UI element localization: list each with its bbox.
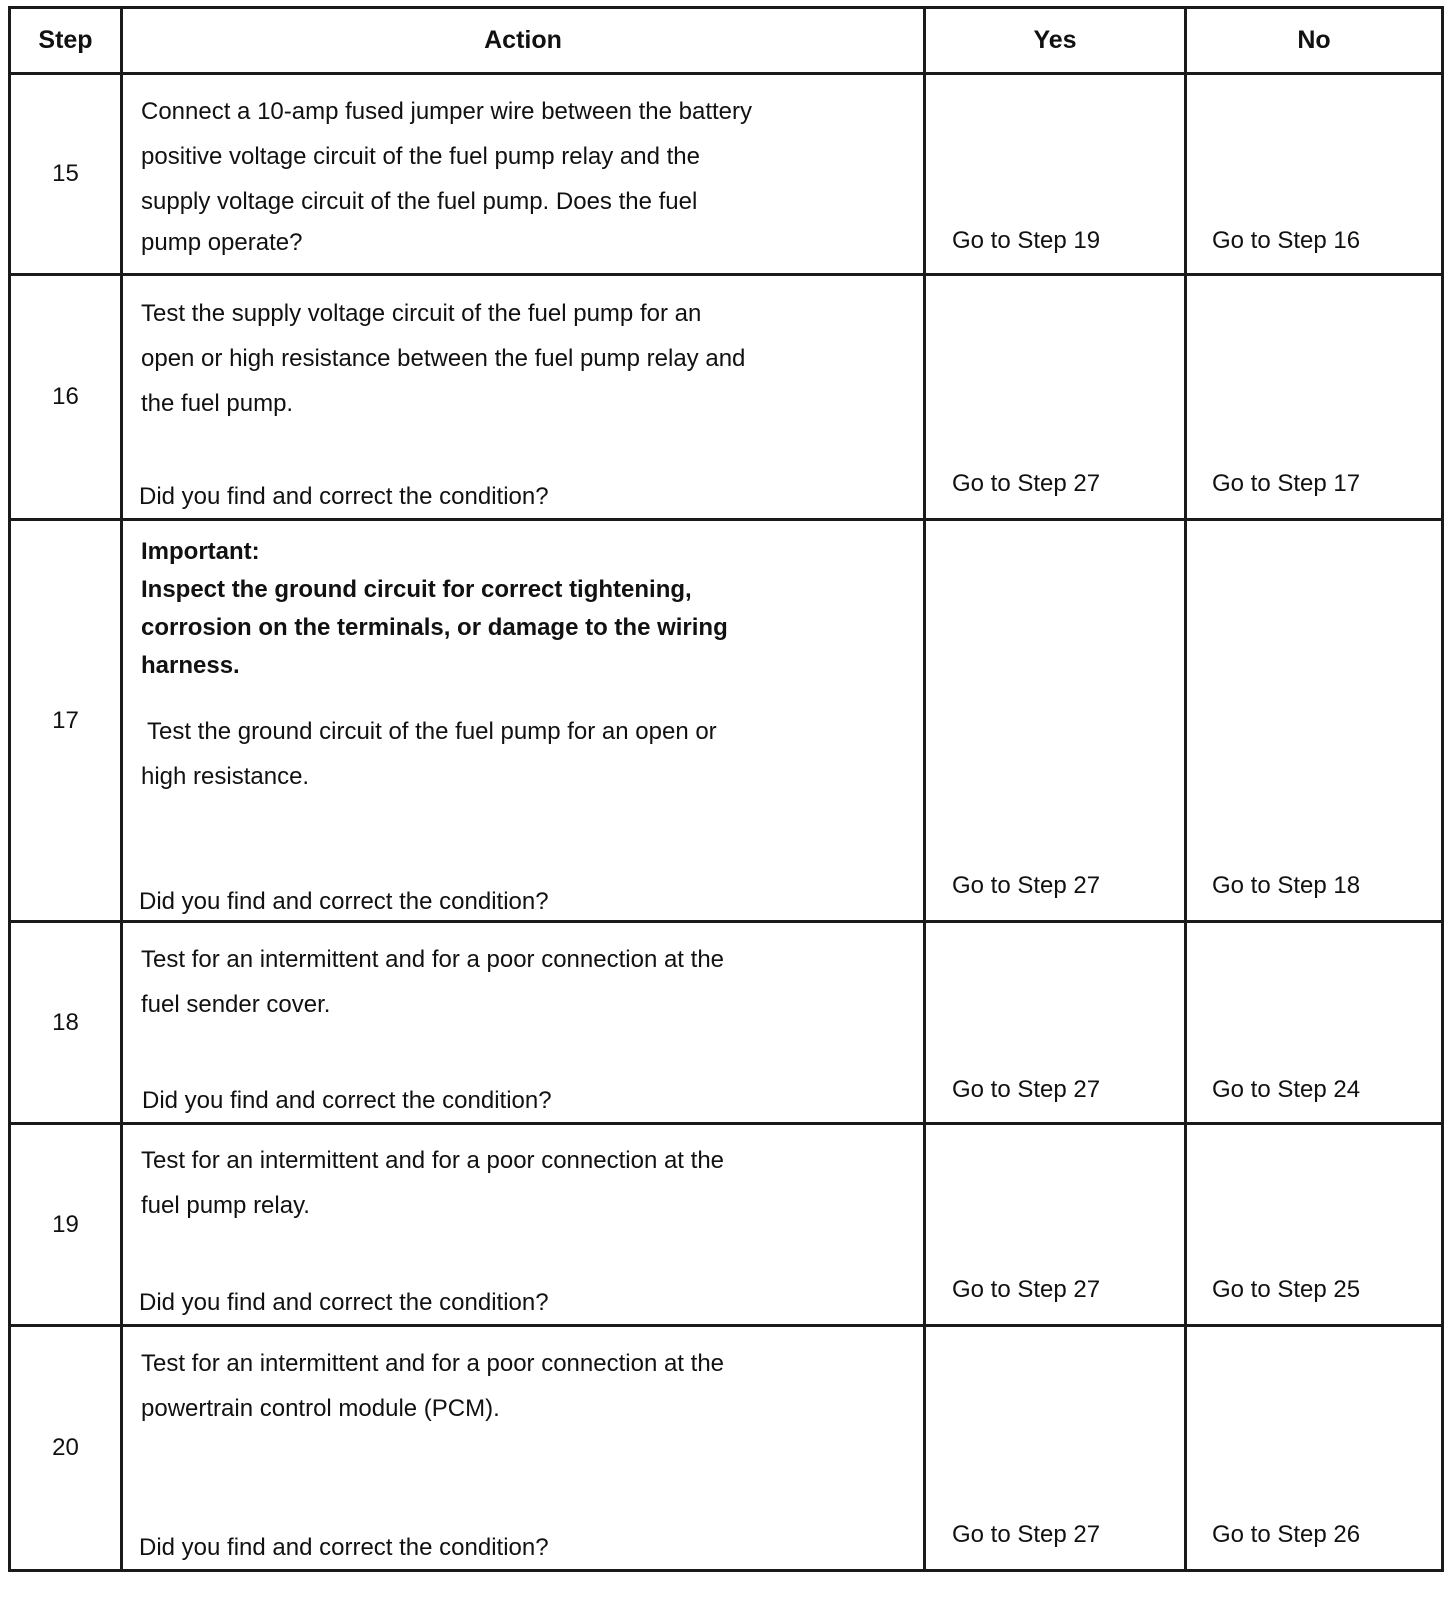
action-cell (122, 520, 925, 922)
header-yes: Yes (925, 8, 1186, 74)
table-row (10, 74, 1443, 275)
important-label: Important: (141, 538, 260, 565)
action-line: Test for an intermittent and for a poor connection at the (141, 946, 725, 973)
important-line: corrosion on the terminals, or damage to the wiring (141, 614, 728, 641)
table-row (10, 1124, 1443, 1326)
step-number: 19 (10, 1124, 122, 1326)
condition-question: Did you find and correct the condition? (139, 1289, 549, 1316)
yes-result: Go to Step 19 (925, 74, 1186, 275)
yes-result: Go to Step 27 (925, 922, 1186, 1124)
action-line: Test for an intermittent and for a poor connection at the (141, 1147, 725, 1174)
step-number: 17 (10, 520, 122, 922)
condition-question: Did you find and correct the condition? (142, 1087, 552, 1114)
action-line: fuel sender cover. (141, 991, 331, 1018)
action-cell (122, 275, 925, 520)
action-line: supply voltage circuit of the fuel pump. Does the fuel (141, 188, 698, 215)
action-line: positive voltage circuit of the fuel pump relay and the (141, 143, 700, 170)
yes-result: Go to Step 27 (925, 1326, 1186, 1571)
action-cell (122, 74, 925, 275)
action-text-block (141, 709, 905, 799)
step-number: 16 (10, 275, 122, 520)
condition-question: Did you find and correct the condition? (139, 483, 549, 510)
no-result: Go to Step 16 (1186, 74, 1443, 275)
header-no: No (1186, 8, 1443, 74)
action-cell (122, 922, 925, 1124)
important-line: harness. (141, 652, 240, 679)
action-line: pump operate? (141, 229, 303, 256)
table-row (10, 922, 1443, 1124)
condition-question: Did you find and correct the condition? (139, 888, 549, 915)
step-number: 20 (10, 1326, 122, 1571)
action-line: fuel pump relay. (141, 1192, 310, 1219)
table-row (10, 275, 1443, 520)
step-number: 15 (10, 74, 122, 275)
action-line: high resistance. (141, 763, 310, 790)
no-result: Go to Step 26 (1186, 1326, 1443, 1571)
action-line: Test the ground circuit of the fuel pump for an open or (147, 718, 717, 745)
action-cell (122, 1326, 925, 1571)
table-row (10, 1326, 1443, 1571)
diagnostic-table (8, 6, 1444, 1572)
yes-result: Go to Step 27 (925, 520, 1186, 922)
action-line: open or high resistance between the fuel pump relay and (141, 345, 746, 372)
action-line: powertrain control module (PCM). (141, 1395, 500, 1422)
action-cell (122, 1124, 925, 1326)
no-result: Go to Step 17 (1186, 275, 1443, 520)
no-result: Go to Step 24 (1186, 922, 1443, 1124)
header-action: Action (122, 8, 925, 74)
header-step: Step (10, 8, 122, 74)
no-result: Go to Step 25 (1186, 1124, 1443, 1326)
action-line: Test for an intermittent and for a poor connection at the (141, 1350, 725, 1377)
important-line: Inspect the ground circuit for correct tightening, (141, 576, 692, 603)
yes-result: Go to Step 27 (925, 275, 1186, 520)
action-line: Connect a 10-amp fused jumper wire between the battery (141, 98, 753, 125)
no-result: Go to Step 18 (1186, 520, 1443, 922)
table-header-row (10, 8, 1443, 74)
action-line: the fuel pump. (141, 390, 294, 417)
action-line: Test the supply voltage circuit of the fuel pump for an (141, 300, 702, 327)
condition-question: Did you find and correct the condition? (139, 1534, 549, 1561)
step-number: 18 (10, 922, 122, 1124)
yes-result: Go to Step 27 (925, 1124, 1186, 1326)
table-row (10, 520, 1443, 922)
